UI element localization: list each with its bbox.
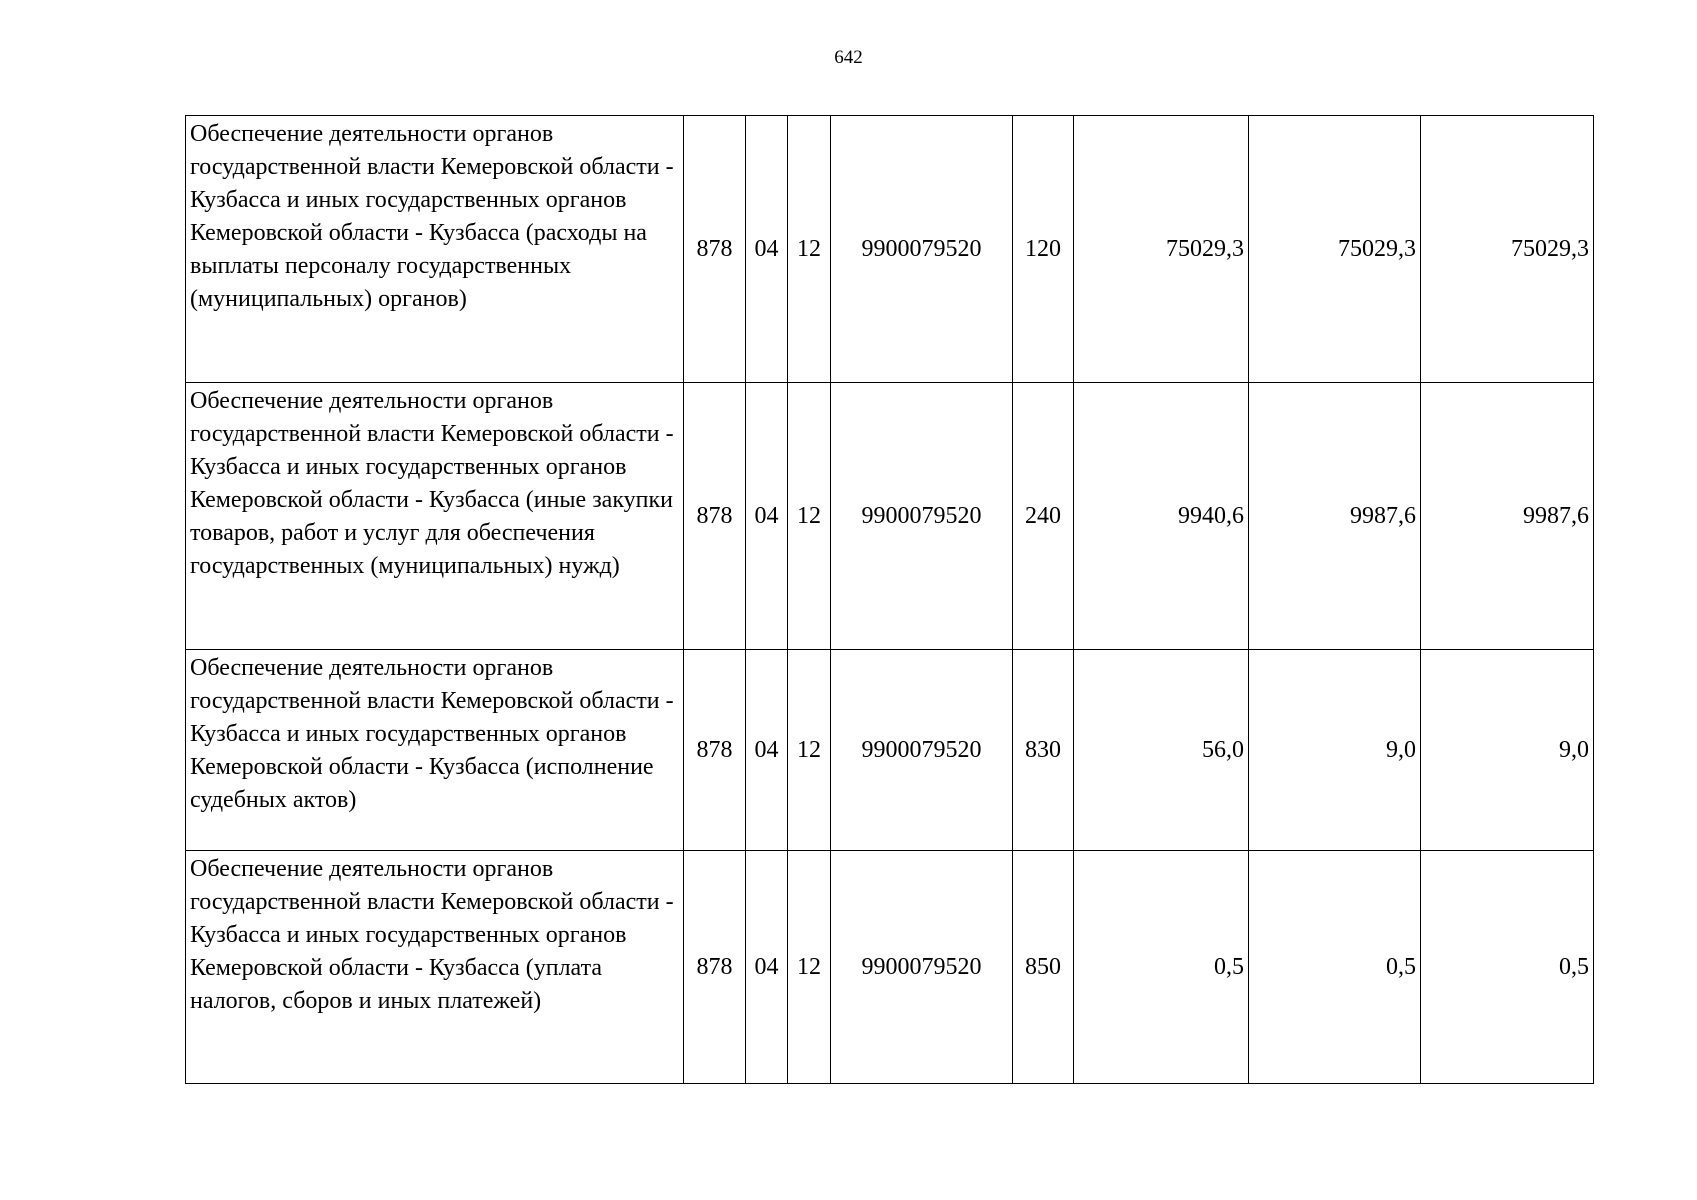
table-row xyxy=(186,116,1594,383)
section-code: 04 xyxy=(746,650,788,851)
row-description: Обеспечение деятельности органов государственной власти Кемеровской области - Кузбасса и иных государственных органов Кемеровской области - Кузбасса (расходы на выплаты персоналу государственных (муниципальных) органов) xyxy=(186,116,684,383)
section-code: 04 xyxy=(746,383,788,650)
table-row xyxy=(186,851,1594,1084)
grbs-code: 878 xyxy=(684,650,746,851)
section-code: 04 xyxy=(746,116,788,383)
subsection-code: 12 xyxy=(788,116,831,383)
amount-year-2: 0,5 xyxy=(1249,851,1421,1084)
expense-type-code: 830 xyxy=(1013,650,1074,851)
amount-year-2: 9,0 xyxy=(1249,650,1421,851)
table-row xyxy=(186,383,1594,650)
expense-type-code: 240 xyxy=(1013,383,1074,650)
amount-year-1: 9940,6 xyxy=(1074,383,1249,650)
row-description: Обеспечение деятельности органов государственной власти Кемеровской области - Кузбасса и иных государственных органов Кемеровской области - Кузбасса (уплата налогов, сборов и иных платежей) xyxy=(186,851,684,1084)
table-row xyxy=(186,650,1594,851)
subsection-code: 12 xyxy=(788,851,831,1084)
page-number: 642 xyxy=(834,47,863,68)
target-article-code: 9900079520 xyxy=(831,116,1013,383)
amount-year-1: 0,5 xyxy=(1074,851,1249,1084)
target-article-code: 9900079520 xyxy=(831,383,1013,650)
subsection-code: 12 xyxy=(788,383,831,650)
amount-year-3: 75029,3 xyxy=(1421,116,1594,383)
budget-table xyxy=(185,115,1594,1084)
row-description: Обеспечение деятельности органов государственной власти Кемеровской области - Кузбасса и иных государственных органов Кемеровской области - Кузбасса (исполнение судебных актов) xyxy=(186,650,684,851)
amount-year-1: 75029,3 xyxy=(1074,116,1249,383)
amount-year-2: 75029,3 xyxy=(1249,116,1421,383)
expense-type-code: 850 xyxy=(1013,851,1074,1084)
section-code: 04 xyxy=(746,851,788,1084)
grbs-code: 878 xyxy=(684,383,746,650)
target-article-code: 9900079520 xyxy=(831,851,1013,1084)
amount-year-3: 9,0 xyxy=(1421,650,1594,851)
grbs-code: 878 xyxy=(684,116,746,383)
expense-type-code: 120 xyxy=(1013,116,1074,383)
amount-year-3: 9987,6 xyxy=(1421,383,1594,650)
subsection-code: 12 xyxy=(788,650,831,851)
amount-year-2: 9987,6 xyxy=(1249,383,1421,650)
target-article-code: 9900079520 xyxy=(831,650,1013,851)
grbs-code: 878 xyxy=(684,851,746,1084)
amount-year-1: 56,0 xyxy=(1074,650,1249,851)
row-description: Обеспечение деятельности органов государственной власти Кемеровской области - Кузбасса и иных государственных органов Кемеровской области - Кузбасса (иные закупки товаров, работ и услуг для обеспечения государственных (муниципальных) нужд) xyxy=(186,383,684,650)
amount-year-3: 0,5 xyxy=(1421,851,1594,1084)
